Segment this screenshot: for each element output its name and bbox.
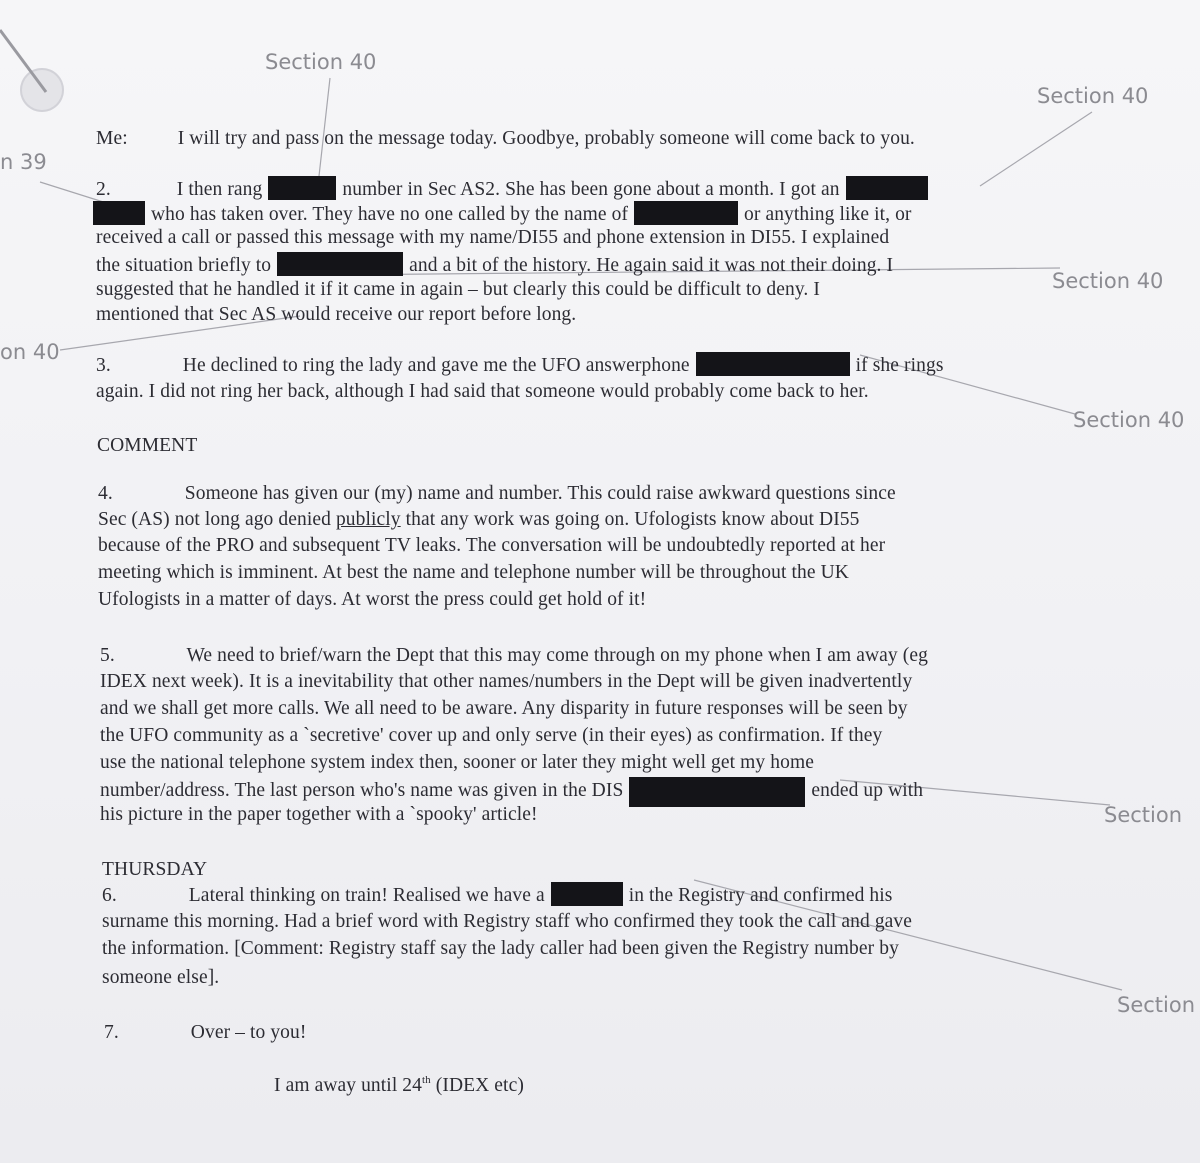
- p3-line-1: 3. He declined to ring the lady and gave me the UFO answerphone if she rings: [96, 352, 944, 378]
- p4-line-5: Ufologists in a matter of days. At worst the press could get hold of it!: [98, 589, 647, 610]
- redaction-bar: [93, 201, 145, 225]
- p5-line-7: his picture in the paper together with a `spooky' article!: [100, 804, 538, 825]
- paragraph-number: 7.: [104, 1022, 119, 1043]
- p2-line-6: mentioned that Sec AS would receive our report before long.: [96, 304, 577, 325]
- p3-line-2: again. I did not ring her back, although I had said that someone would probably come back to her.: [96, 381, 869, 402]
- p6-line-1: 6. Lateral thinking on train! Realised we have a in the Registry and confirmed his: [102, 882, 892, 908]
- p4-line-1: 4. Someone has given our (my) name and number. This could raise awkward questions since: [98, 483, 896, 504]
- redaction-bar: [696, 352, 850, 376]
- redaction-bar: [268, 176, 336, 200]
- redaction-bar: [277, 252, 403, 276]
- section-annotation: Section: [1104, 803, 1183, 827]
- underlined-word: publicly: [335, 509, 401, 530]
- section-40-annotation: on 40: [0, 340, 60, 364]
- comment-heading: COMMENT: [97, 435, 198, 456]
- p5-line-2: IDEX next week). It is a inevitability that other names/numbers in the Dept will be given inadvertently: [100, 671, 913, 692]
- paragraph-number: 4.: [98, 483, 113, 504]
- p5-line-1: 5. We need to brief/warn the Dept that this may come through on my phone when I am away (eg: [100, 645, 928, 666]
- p7-line: 7. Over – to you!: [104, 1022, 307, 1043]
- section-40-annotation: Section 40: [1037, 84, 1149, 108]
- redaction-bar: [551, 882, 623, 906]
- p4-line-4: meeting which is imminent. At best the name and telephone number will be throughout the UK: [98, 562, 849, 583]
- p2-line-3: received a call or passed this message with my name/DI55 and phone extension in DI55. I explained: [96, 227, 890, 248]
- p5-line-4: the UFO community as a `secretive' cover up and only serve (in their eyes) as confirmation. If they: [100, 725, 883, 746]
- section-40-annotation: Section 40: [265, 50, 377, 74]
- p6-line-4: someone else].: [102, 967, 220, 988]
- p2-line-1: 2. I then rang number in Sec AS2. She has been gone about a month. I got an: [96, 176, 929, 202]
- redaction-bar: [846, 176, 928, 200]
- redaction-bar: [629, 777, 805, 807]
- me-text: I will try and pass on the message today. Goodbye, probably someone will come back to you.: [177, 128, 915, 149]
- paragraph-number: 3.: [96, 355, 111, 376]
- p5-line-3: and we shall get more calls. We all need to be aware. Any disparity in future responses will be seen by: [100, 698, 908, 719]
- section-40-annotation: Section 40: [1073, 408, 1185, 432]
- p4-line-2: Sec (AS) not long ago denied publicly that any work was going on. Ufologists know about DI55: [98, 509, 860, 530]
- me-line: [96, 127, 915, 151]
- superscript-th: th: [422, 1074, 431, 1086]
- away-line: I am away until 24th (IDEX etc): [274, 1074, 524, 1096]
- thursday-heading: THURSDAY: [102, 859, 208, 880]
- p2-line-4: the situation briefly to and a bit of the history. He again said it was not their doing. I: [96, 252, 893, 278]
- p2-line-2: who has taken over. They have no one called by the name of or anything like it, or: [92, 201, 912, 227]
- section-39-annotation: n 39: [0, 150, 47, 174]
- paragraph-number: 6.: [102, 885, 117, 906]
- redaction-bar: [634, 201, 738, 225]
- section-annotation: Section: [1117, 993, 1196, 1017]
- p5-line-6: number/address. The last person who's name was given in the DIS ended up with: [100, 777, 923, 807]
- paragraph-number: 2.: [96, 179, 111, 200]
- p2-line-5: suggested that he handled it if it came in again – but clearly this could be difficult to deny. I: [96, 279, 820, 300]
- p5-line-5: use the national telephone system index then, sooner or later they might well get my home: [100, 752, 814, 773]
- p6-line-3: the information. [Comment: Registry staff say the lady caller had been given the Registry number by: [102, 938, 899, 959]
- section-40-annotation: Section 40: [1052, 269, 1164, 293]
- p4-line-3: because of the PRO and subsequent TV leaks. The conversation will be undoubtedly reported at her: [98, 535, 886, 556]
- speaker-label: Me:: [96, 128, 128, 149]
- paragraph-number: 5.: [100, 645, 115, 666]
- p6-line-2: surname this morning. Had a brief word with Registry staff who confirmed they took the call and gave: [102, 911, 913, 932]
